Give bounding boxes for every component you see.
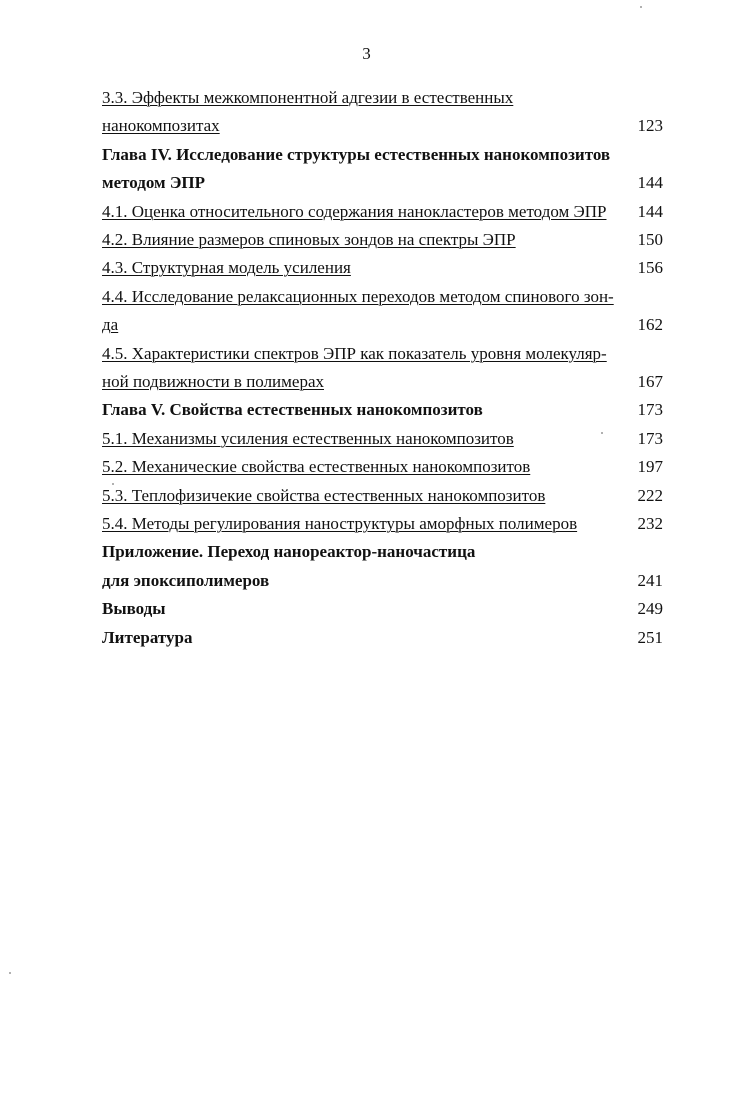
toc-entry-title: Литература [102, 627, 193, 647]
scan-speck [601, 432, 603, 434]
toc-entry-title: 4.2. Влияние размеров спиновых зондов на спектры ЭПР [102, 230, 516, 249]
toc-page-number: 144 [637, 201, 663, 221]
toc-entry-title: 4.3. Структурная модель усиления [102, 258, 351, 278]
toc-page-number: 249 [637, 599, 663, 619]
toc-entry-title: Глава IV. Исследование структуры естественных нанокомпозитов [102, 144, 611, 164]
toc-page-number: 150 [637, 230, 663, 249]
toc-entry-title: 4.5. Характеристики спектров ЭПР как показатель уровня молекуляр- [102, 343, 607, 363]
toc-entry-title: Выводы [102, 599, 166, 619]
toc-entry-title: Глава V. Свойства естественных нанокомпозитов [102, 400, 483, 420]
toc-entry-title: 4.1. Оценка относительного содержания нанокластеров методом ЭПР [102, 201, 607, 221]
page-number: 3 [362, 44, 371, 63]
toc-page-number: 156 [637, 258, 663, 278]
toc-page-number: 173 [637, 428, 663, 448]
toc-entry-title: 5.2. Механические свойства естественных нанокомпозитов [102, 457, 531, 477]
toc-page-number: 144 [637, 173, 663, 193]
scan-speck [640, 6, 642, 8]
toc-page-number: 123 [637, 116, 663, 136]
toc-page-number: 162 [637, 315, 663, 335]
toc-page-number: 251 [637, 627, 663, 647]
toc-entry-title: нанокомпозитах [102, 116, 220, 136]
toc-page-number: 232 [637, 514, 663, 533]
toc-entry-title: ной подвижности в полимерах [102, 372, 324, 391]
toc-entry-title: 5.1. Механизмы усиления естественных нанокомпозитов [102, 428, 514, 448]
toc-entry-title: 3.3. Эффекты межкомпонентной адгезии в естественных [102, 88, 514, 107]
toc-entry-title: 4.4. Исследование релаксационных переходов методом спинового зон- [102, 286, 614, 306]
toc-entry-title: да [102, 315, 119, 335]
scan-speck [9, 972, 11, 974]
toc-page-number: 197 [637, 457, 663, 477]
toc-entry-title: для эпоксиполимеров [102, 570, 270, 590]
toc-page-number: 167 [637, 372, 663, 391]
scan-speck [112, 483, 114, 485]
toc-entry-title: Приложение. Переход нанореактор-наночастица [102, 542, 476, 562]
toc-page-number: 241 [637, 570, 663, 590]
toc-entry-title: 5.3. Теплофизичекие свойства естественных нанокомпозитов [102, 485, 546, 505]
toc-entry-title: 5.4. Методы регулирования наноструктуры аморфных полимеров [102, 514, 578, 533]
toc-page-number: 173 [637, 400, 663, 420]
toc-page-number: 222 [637, 485, 663, 505]
toc-entry-title: методом ЭПР [102, 173, 206, 193]
